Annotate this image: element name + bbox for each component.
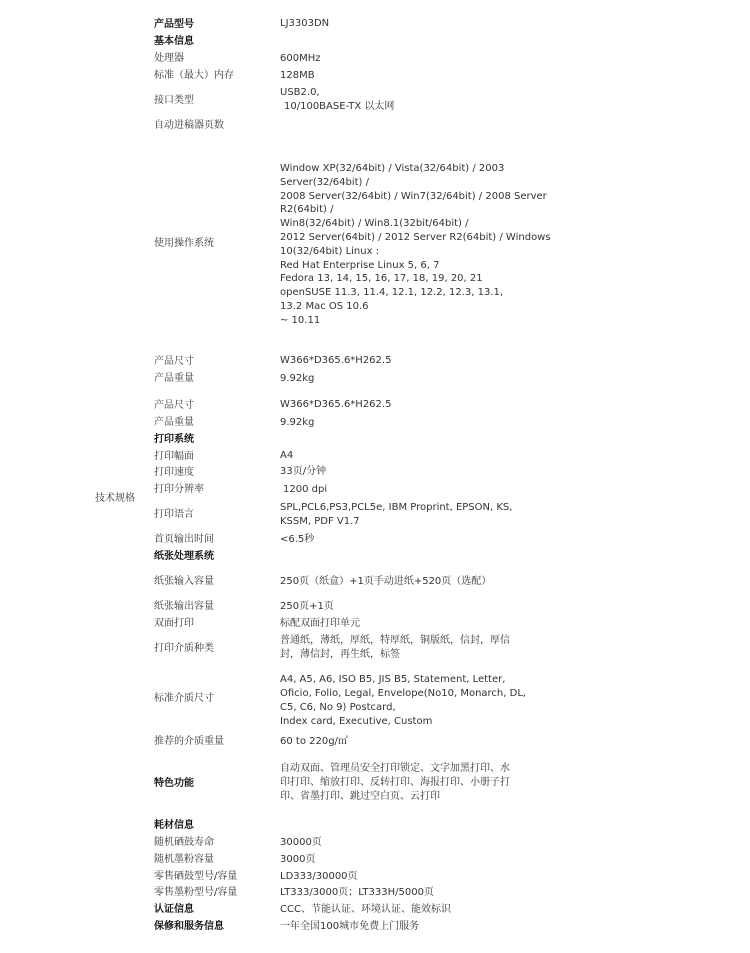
- spec-value: 1200 dpi: [283, 484, 328, 495]
- spec-value-line: 10(32/64bit) Linux :: [280, 245, 380, 257]
- spec-value: 60 to 220g/㎡: [280, 736, 348, 747]
- spec-value: <6.5秒: [280, 534, 315, 545]
- spec-label: 随机墨粉容量: [154, 854, 214, 865]
- spec-value-line: ~ 10.11: [280, 314, 321, 326]
- section-label-tech-specs: 技术规格: [95, 493, 135, 504]
- spec-value-line: 封，薄信封，再生纸，标签: [280, 649, 400, 660]
- spec-label: 使用操作系统: [154, 238, 214, 249]
- spec-value: 250页（纸盒）+1页手动进纸+520页（选配）: [280, 576, 492, 587]
- spec-section-heading: 特色功能: [154, 778, 194, 789]
- spec-value: 3000页: [280, 854, 316, 865]
- spec-value-line: openSUSE 11.3, 11.4, 12.1, 12.2, 12.3, 13.1,: [280, 287, 504, 299]
- spec-value-line: Fedora 13, 14, 15, 16, 17, 18, 19, 20, 21: [280, 273, 483, 285]
- spec-value-line: 印、省墨打印、跳过空白页、云打印: [280, 791, 440, 802]
- spec-label: 零售硒鼓型号/容量: [154, 871, 238, 882]
- spec-label: 处理器: [154, 53, 184, 64]
- spec-value-line: Win8(32/64bit) / Win8.1(32bit/64bit) /: [280, 218, 469, 230]
- spec-value-line: Oficio, Folio, Legal, Envelope(No10, Monarch, DL,: [280, 688, 527, 699]
- spec-value: LJ3303DN: [280, 18, 330, 29]
- spec-label: 推荐的介质重量: [154, 736, 224, 747]
- spec-value: 一年全国100城市免费上门服务: [280, 921, 420, 932]
- spec-section-heading: 纸张处理系统: [154, 551, 214, 562]
- spec-label: 产品尺寸: [154, 400, 194, 411]
- spec-label: 零售墨粉型号/容量: [154, 887, 238, 898]
- spec-value-line: Window XP(32/64bit) / Vista(32/64bit) / 2003: [280, 163, 505, 174]
- spec-label: 双面打印: [154, 618, 194, 629]
- spec-value-line: 10/100BASE-TX 以太网: [284, 101, 395, 112]
- spec-label: 打印速度: [154, 467, 194, 478]
- spec-value-line: R2(64bit) /: [280, 204, 334, 216]
- spec-value-line: 2008 Server(32/64bit) / Win7(32/64bit) / 2008 Server: [280, 190, 547, 202]
- spec-label: 随机硒鼓寿命: [154, 837, 214, 848]
- spec-label: 打印幅面: [154, 451, 194, 462]
- spec-label: 纸张输入容量: [154, 576, 214, 587]
- spec-value-line: C5, C6, No 9) Postcard,: [280, 702, 396, 713]
- spec-value: 9.92kg: [280, 373, 315, 384]
- spec-value: 128MB: [280, 70, 315, 81]
- spec-value: CCC、节能认证、环境认证、能效标识: [280, 904, 451, 915]
- spec-label: 产品重量: [154, 417, 194, 428]
- spec-value: LT333/3000页；LT333H/5000页: [280, 887, 434, 898]
- spec-section-heading: 产品型号: [154, 19, 194, 30]
- spec-label: 接口类型: [154, 95, 194, 106]
- spec-value: 9.92kg: [280, 417, 315, 428]
- spec-value-line: 自动双面、管理员安全打印锁定、文字加黑打印、水: [280, 763, 510, 774]
- spec-value: 600MHz: [280, 53, 321, 64]
- spec-value-line: SPL,PCL6,PS3,PCL5e, IBM Proprint, EPSON, KS,: [280, 502, 513, 513]
- spec-label: 打印分辨率: [154, 484, 204, 495]
- spec-section-heading: 保修和服务信息: [154, 921, 224, 932]
- spec-value-line: 普通纸，薄纸，厚纸，特厚纸，铜版纸，信封，厚信: [280, 635, 510, 646]
- spec-value: A4: [280, 450, 294, 461]
- spec-value: LD333/30000页: [280, 871, 358, 882]
- spec-value: [280, 86, 515, 114]
- spec-value-line: A4, A5, A6, ISO B5, JIS B5, Statement, Letter,: [280, 674, 506, 685]
- spec-value: 33页/分钟: [280, 466, 327, 477]
- spec-value: 标配双面打印单元: [280, 618, 360, 629]
- spec-value: 30000页: [280, 837, 322, 848]
- spec-section-heading: 打印系统: [154, 434, 194, 445]
- spec-section-heading: 认证信息: [154, 904, 194, 915]
- spec-value-line: 印打印、缩放打印、反转打印、海报打印、小册子打: [280, 777, 510, 788]
- spec-label: 纸张输出容量: [154, 601, 214, 612]
- spec-label: 产品重量: [154, 373, 194, 384]
- spec-label: 自动进稿器页数: [154, 120, 224, 131]
- spec-value: [280, 501, 515, 529]
- spec-value-line: USB2.0,: [280, 87, 320, 98]
- spec-label: 标准介质尺寸: [154, 693, 214, 704]
- spec-value: [280, 634, 515, 662]
- spec-section-heading: 耗材信息: [154, 820, 194, 831]
- spec-value: [280, 762, 515, 804]
- spec-value: W366*D365.6*H262.5: [280, 399, 392, 410]
- spec-section-heading: 基本信息: [154, 36, 194, 47]
- spec-value-line: Index card, Executive, Custom: [280, 716, 433, 727]
- spec-label: 产品尺寸: [154, 356, 194, 367]
- spec-value-line: 13.2 Mac OS 10.6: [280, 300, 369, 312]
- spec-label: 标准（最大）内存: [154, 70, 234, 81]
- spec-value: 250页+1页: [280, 601, 334, 612]
- spec-value: W366*D365.6*H262.5: [280, 355, 392, 366]
- spec-label: 打印语言: [154, 509, 194, 520]
- spec-value-line: Server(32/64bit) /: [280, 176, 370, 188]
- spec-value-line: Red Hat Enterprise Linux 5, 6, 7: [280, 259, 440, 271]
- spec-label: 首页输出时间: [154, 534, 214, 545]
- spec-value-line: 2012 Server(64bit) / 2012 Server R2(64bit) / Windows: [280, 231, 551, 243]
- spec-value-line: KSSM, PDF V1.7: [280, 516, 360, 527]
- spec-value: [280, 673, 527, 729]
- spec-label: 打印介质种类: [154, 643, 214, 654]
- spec-value: [280, 162, 551, 328]
